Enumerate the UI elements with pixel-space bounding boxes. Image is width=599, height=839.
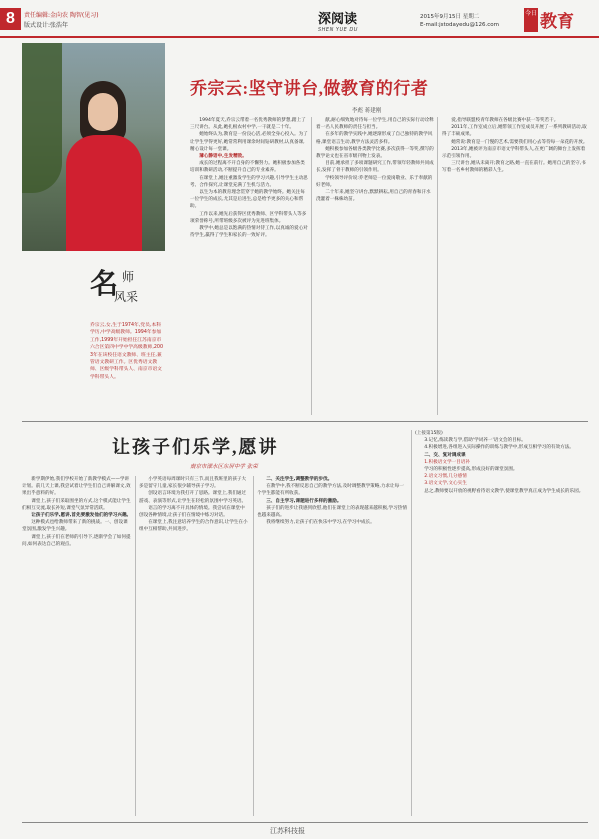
subhead: 二、关注学生,调整教学的步伐。 [266,477,333,482]
brand-logo-jiaoyu: 教育 [540,12,574,31]
badge-char-shi: 师 [122,270,135,284]
photo-tree [22,43,62,193]
badge-char-ming: 名 [90,269,119,300]
page-number-box: 8 [0,8,21,30]
paragraph: 总之,教师要以开放的视野看待语文教学,使课堂教学真正成为学生成长的乐园。 [424,488,584,494]
section-rule [22,421,588,422]
paragraph: 教学中,她总是以饱满的热情对待工作,以真诚的爱心对待学生,赢得了学生和家长的一致好评。 [190,226,308,239]
paragraph: 在课堂上,我注意培养学生的合作意识,让学生在小组中互相帮助,共同进步。 [139,520,248,533]
feature-column-2 [316,117,434,415]
feature-column-1 [190,117,308,415]
feature-column-3 [442,117,588,415]
paragraph: 2011年,工作室成立后,她带领工作室成员开展了一系列教研活动,取得了丰硕成果。 [442,125,587,138]
article-byline: 南京市溧水区东屏中学 张荣 [190,464,258,470]
subhead: 1.积极语文学一目语补 [424,459,470,465]
paragraph: 献,耐心细致地对待每一位学生,用自己的实际行动诠释着一名人民教师的责任与担当。 [316,118,434,131]
subhead: 三、自主学习,课题进行多样的激励。 [266,498,342,504]
paragraph: 新学期伊始,我们学校开始了新教学模式——学讲计划。前几天上课,我尝试着让学生们自己讲解课文,效果出乎意料的好。 [22,477,131,497]
paragraph: 3.记忆,练读教与学,借助'学词养一'语文会的目标。 [424,438,526,444]
column-badge [90,262,150,322]
subhead: 3.语文文学,文心实生 [424,481,467,487]
paragraph: 这种模式也给教师带来了新的挑战。一、创设课堂氛围,激发学生兴趣。 [22,520,128,533]
brand-logo-jinri: 今日 [524,8,538,32]
contact-email: E-mail:jstodayedu@126.com [420,22,499,28]
paragraph: 在教学中,我不断反思自己的教学方法,及时调整教学策略,力求让每一个学生都能有所收获。 [257,484,404,497]
paragraph: 课堂上,孩子们在老师的引导下,逐渐学会了如何提问,如何表达自己的观点。 [22,534,131,547]
article-column-2 [139,476,249,818]
paragraph: 在多年的教学实践中,她逐渐形成了自己独特的教学风格,课堂语言生动,教学方法灵活多样。 [316,132,433,145]
continued-column [415,430,588,818]
paragraph: 爱,指导联盟校青年教师在各级比赛中获一等奖若干。 [451,118,559,123]
subhead: 2.语文习惯,几分感情 [424,474,467,480]
paragraph: 成长的过程离不开自身的不懈努力。她积极参加各类培训和教研活动,不断提升自己的专业素养。 [190,161,305,174]
article-column-1 [22,476,132,818]
paragraph: 4.积极增进,各组进入实际操作的训练与教学中,形成互相学习的有效方法。 [424,445,574,451]
header-rule [0,36,599,38]
paragraph: 学校领导评价说:乔老师是一位爱岗敬业、乐于奉献的好老师。 [316,175,433,188]
paragraph: 她常说:教育是一门慢的艺术,需要我们用心去等待每一朵花的开放。 [451,139,588,145]
article-headline: 让孩子们乐学,愿讲 [112,437,279,457]
column-divider [311,117,312,415]
section-title [318,8,380,33]
badge-char-fengcai: 风采 [114,290,139,304]
paragraph: 课堂上,孩子们采取围坐的方式,这个模式能让学生们相互交流,取长补短,课堂气氛异常活跃。 [22,498,131,511]
paragraph: 小学英语每周课时只有三节,而且我班里的孩子大多是留守儿童,家长很少辅导孩子学习。 [139,477,247,490]
teacher-photo [22,43,165,251]
paragraph: 1994年夏天,乔宗云带着一名优秀教师的梦想,踏上了三尺讲台。从此,她扎根农村中学,一干就是二十年。 [190,118,306,131]
photo-red-coat [66,135,142,251]
subhead: 让孩子们乐学,愿讲,首先要激发他们的学习兴趣。 [31,513,132,519]
footer-rule [22,822,588,823]
section-title-en: SHEN YUE DU [318,27,358,33]
paragraph: 二十年来,她坚守讲台,默默耕耘,用自己的青春和汗水浇灌着一株株幼苗。 [316,190,431,203]
paragraph: 学习的积极性逐步提高,形成良好的课堂氛围。 [424,467,518,473]
photo-face [88,93,118,131]
paragraph: 2013年,她被评为南京市语文学科带头人,在更广阔的舞台上发挥着示范引领作用。 [442,146,586,160]
issue-date: 2015年9月15日 星期二 [420,14,480,20]
column-divider [437,117,438,415]
paragraph: 以生为本的教育理念贯穿于她的教学始终。她关注每一位学生的成长,尤其是后进生,总是给予更多的关心和帮助。 [190,190,305,210]
paragraph: 我将继续努力,让孩子们在快乐中学习,在学习中成长。 [266,520,375,526]
column-divider [411,430,412,816]
paragraph: 在课堂上,她注重激发学生的学习兴趣,引导学生主动思考、合作探究,让课堂充满了生机与活力。 [190,175,308,188]
section-title-cn: 深阅读 [318,11,358,26]
paragraph: 创设语言环境为我打开了思路。课堂上,我们通过游戏、表演等形式,让学生在轻松的氛围中学习英语。 [139,491,247,504]
feature-headline: 乔宗云:坚守讲台,做教育的行者 [190,79,429,98]
paragraph: 她始终认为,教育是一份良心活,必须全身心投入。为了让学生学得更好,她常常利用课余时间钻研教材,认真备课,精心设计每一堂课。 [190,132,308,152]
article-column-3 [257,476,407,818]
designer-line: 版式设计:张浩年 [24,22,69,29]
feature-byline: 李彪 蒋建刚 [352,108,382,114]
teacher-profile: 乔宗云,女,生于1974年,党员,本科学历,中学高级教师。1994年参加工作,1999年开始担任江苏南京市六合区第四中学中学高级教师,2003年在该校任语文教师、班主任,兼管语文教研工作。区优秀语文教师、区级学科带头人、南京市语文学科带头人。 [90,323,164,380]
paragraph: 她积极参加各级各类教学比赛,多次获得一等奖,撰写的教学论文也在省市级刊物上发表。 [316,146,434,160]
column-divider [135,476,136,816]
subhead: 薄心静语中,生发精致。 [199,154,247,160]
continued-marker: (上接第15版) [415,431,443,436]
paragraph: 三尺讲台,她从未离开;教育之路,她一直在前行。她用自己的坚守,书写着一名乡村教师的精彩人生。 [442,161,586,174]
footer-publication: 江苏科技报 [270,827,305,835]
subhead: 二、交、复对调成课 [424,452,466,458]
paragraph: 工作以来,她先后获得区优秀教师、区学科带头人等多项荣誉称号,所带班级多次被评为先进班集体。 [190,211,307,224]
column-divider [253,476,254,816]
editor-line: 责任编辑:金向农 陶智(见习) [24,12,99,19]
paragraph: 孩子们的进步让我感到欣慰,他们在课堂上的表现越来越积极,学习热情也越来越高。 [257,505,407,519]
paragraph: 目前,她承担了多项课题研究工作,带领年轻教师共同成长,发挥了骨干教师的引领作用。 [316,161,434,174]
paragraph: 语言的学习离不开具体的情境。我尝试在课堂中创设各种情境,让孩子们在情境中练习对话。 [139,505,245,519]
